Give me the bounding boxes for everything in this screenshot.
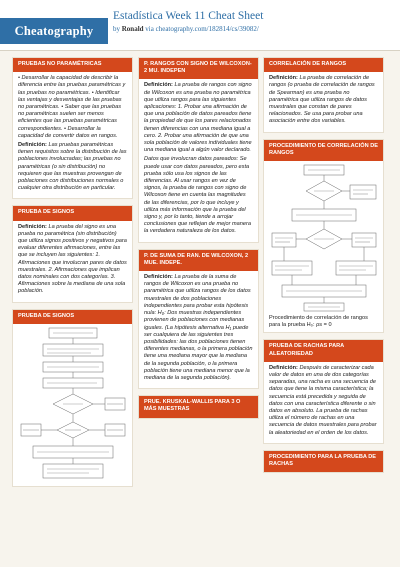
section-title: PRUE. KRUSKAL-WALLIS PARA 3 O MÁS MUESTRAS bbox=[139, 396, 258, 417]
cheatography-logo[interactable]: Cheatography bbox=[0, 18, 108, 44]
definition-label: Definición: bbox=[144, 274, 173, 281]
definition-text: La prueba de la suma de rangos de Wilcoxon es una prueba no paramétrica que utiliza rangos de los datos muestrales de dos poblaciones independientes para probar esta hipótesis nula: H₀: Dos muestras independientes provienen de poblaciones con medianas iguales. (La hipótesis alternativa H₁ puede ser cualquiera de las siguientes tres posibilidades: las dos poblaciones tienen diferentes medianas, o la primera población tiene una mediana mayor que la mediana de la segunda población, o la primera población tiene una mediana menor que la mediana de la segunda población). bbox=[144, 274, 253, 381]
section-body bbox=[139, 271, 258, 388]
section-title: PRUEBA DE SIGNOS bbox=[13, 310, 132, 324]
objectives-text: • Desarrollar la capacidad de describir la diferencia entre las pruebas paramétricas y las pruebas no paramétricas. • Identificar las ventajas y desventajas de las pruebas no paramétricas. • Saber que las pruebas no paramétricas suelen ser menos eficientes que las pruebas paramétricas correspondientes. • Desarrollar la capacidad de convertir datos en rangos. bbox=[18, 75, 126, 139]
section-wilcoxon-signed-ranks bbox=[138, 57, 259, 243]
definition-text: La prueba de rangos con signo de Wilcoxon es una prueba no paramétrica que utiliza rangos para las siguientes aplicaciones: 1. Probar una afirmación de que una población de datos pareados tiene la propiedad de que los pares relacionados tienen diferencias con una mediana igual a cero. 2. Probar una afirmación de que una sola población de valores individuales tiene una mediana igual a algún valor declarado. bbox=[144, 82, 252, 154]
by-prefix: by bbox=[113, 25, 120, 33]
definition-text: Las pruebas paramétricas tienen requisitos sobre la distribución de las poblaciones involucradas; las pruebas no paramétricas (o sin distribución) no requieren que las muestras provengan de poblaciones con distribuciones normales o cualquier otra distribución en particular. bbox=[18, 142, 127, 192]
column-1 bbox=[12, 57, 133, 493]
section-procedimiento-correlacion bbox=[263, 139, 384, 334]
page-body bbox=[0, 50, 400, 567]
section-body bbox=[264, 362, 383, 443]
section-prueba-de-signos-flowchart bbox=[12, 309, 133, 487]
sheet-url[interactable]: via cheatography.com/182814/cs/39082/ bbox=[145, 25, 259, 33]
rank-correlation-flowchart-image bbox=[270, 163, 378, 313]
definition-text: Después de caracterizar cada valor de datos en una de dos categorías separadas, una racha es una secuencia de datos que tiene la misma característica; la secuencia está precedida y seguida de datos con una característica diferente o sin datos en absoluto. La prueba de rachas utiliza el número de rachas en una secuencia de datos muestrales para probar la aleatoriedad en el orden de los datos. bbox=[269, 364, 377, 436]
section-correlacion-de-rangos bbox=[263, 57, 384, 133]
section-body bbox=[139, 79, 258, 241]
section-prueba-de-signos bbox=[12, 205, 133, 302]
definition-label: Definición: bbox=[269, 364, 298, 371]
section-prueba-de-rachas bbox=[263, 339, 384, 443]
section-title: P. RANGOS CON SIGNO DE WILCOXON-2 MU. INDEPEN bbox=[139, 58, 258, 79]
section-title: PRUEBA DE RACHAS PARA ALEATORIEDAD bbox=[264, 340, 383, 361]
section-body bbox=[264, 72, 383, 131]
section-pruebas-no-parametricas bbox=[12, 57, 133, 199]
section-body bbox=[13, 221, 132, 302]
header bbox=[0, 0, 400, 50]
definition-label: Definición: bbox=[18, 142, 47, 149]
sign-test-flowchart-image bbox=[19, 326, 127, 484]
column-3 bbox=[263, 57, 384, 479]
sheet-title: Estadística Week 11 Cheat Sheet bbox=[113, 10, 264, 22]
section-title: PRUEBAS NO PARAMÉTRICAS bbox=[13, 58, 132, 72]
section-title: CORRELACIÓN DE RANGOS bbox=[264, 58, 383, 72]
byline bbox=[113, 25, 259, 33]
definition-label: Definición: bbox=[18, 223, 47, 230]
section-title: PROCEDIMIENTO PARA LA PRUEBA DE RACHAS bbox=[264, 451, 383, 472]
definition-label: Definición: bbox=[144, 82, 173, 89]
flowchart-caption: Procedimiento de correlación de rangos para la prueba H₀: ρs = 0 bbox=[264, 315, 383, 332]
section-kruskal-wallis bbox=[138, 395, 259, 418]
author-link[interactable]: Ronald bbox=[121, 25, 144, 33]
definition-label: Definición: bbox=[269, 75, 298, 82]
section-procedimiento-rachas bbox=[263, 450, 384, 473]
section-title: PROCEDIMIENTO DE CORRELACIÓN DE RANGOS bbox=[264, 140, 383, 161]
section-wilcoxon-rank-sum bbox=[138, 249, 259, 389]
section-body bbox=[13, 72, 132, 198]
paired-data-text: Datos que involucran datos pareados: Se puede usar con datos pareados, pero esta prueba sólo usa los signos de las diferencias. Al usar rangos en vez de signos, la prueba de rangos con signo de Wilcoxon tiene en cuenta las magnitudes de las diferencias, por lo que incluye y utiliza más información que la prueba del signo y, por lo tanto, tiende a arrojar conclusiones que reflejan de mejor manera la verdadera naturaleza de los datos. bbox=[144, 156, 251, 235]
definition-text: La prueba del signo es una prueba no paramétrica (sin distribución) que utiliza signos positivos y negativos para evaluar diferentes afirmaciones, entre las que se incluyen las siguientes: 1. Afirmaciones que involucran pares de datos muestrales. 2. Afirmaciones que implican datos nominales con dos categorías. 3. Afirmaciones sobre la mediana de una sola población. bbox=[18, 223, 127, 295]
section-title: P. DE SUMA DE RAN. DE WILCOXON, 2 MUE. INDEPE. bbox=[139, 250, 258, 271]
definition-text: La prueba de correlación de rangos (o prueba de correlación de rangos de Spearman) es una prueba no paramétrica que utiliza rangos de datos muestrales que constan de pares relacionados. Se usa para probar una asociación entre dos variables. bbox=[269, 75, 375, 125]
column-2 bbox=[138, 57, 259, 425]
section-title: PRUEBA DE SIGNOS bbox=[13, 206, 132, 220]
